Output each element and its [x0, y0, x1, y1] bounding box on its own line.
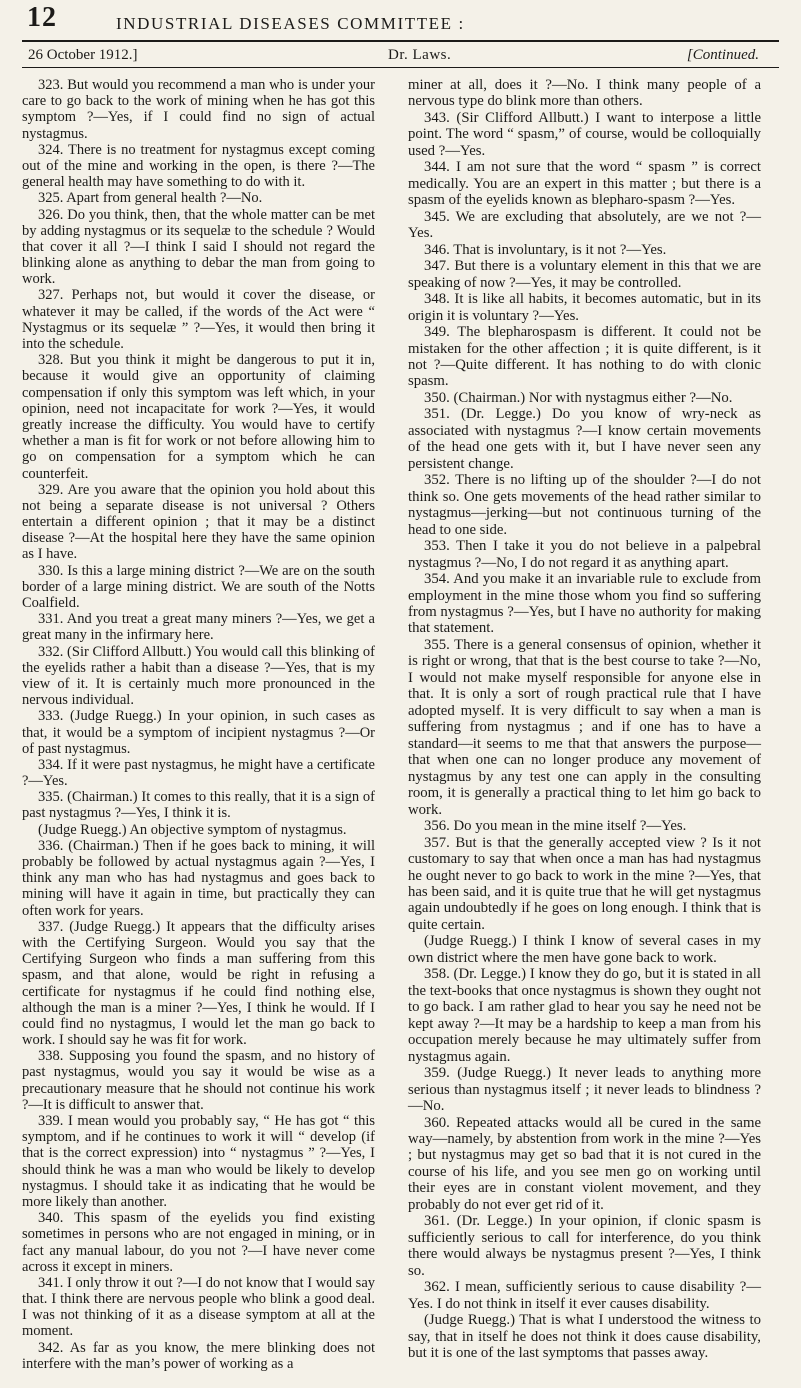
evidence-paragraph: 339. I mean would you probably say, “ He has got “ this symptom, and if he continues to work it will “ develop (if that is the correct expression) into “ nystagmus ” ?—Yes, I should think he was a man who would be likely to develop nystagmus. I should take it as indicating that he would be more likely than another. [22, 1113, 375, 1210]
evidence-paragraph: 358. (Dr. Legge.) I know they do go, but it is stated in all the text-books that once nystagmus is shown they ought not to go back. I am rather glad to hear you say he need not be kept away ?—It may be a hardship to keep a man from his occupation merely because he may ultimately suffer from nystagmus again. [408, 966, 761, 1065]
evidence-paragraph: miner at all, does it ?—No. I think many people of a nervous type do blink more than others. [408, 77, 761, 110]
evidence-paragraph: 332. (Sir Clifford Allbutt.) You would call this blinking of the eyelids rather a habit than a disease ?—Yes, that is my view of it. It is certainly much more pronounced in the nervous individual. [22, 643, 375, 709]
witness-name: Dr. Laws. [388, 47, 452, 63]
subheader [22, 44, 779, 66]
evidence-paragraph: 325. Apart from general health ?—No. [38, 190, 263, 207]
evidence-paragraph: 323. But would you recommend a man who is under your care to go back to the work of mining when he has got this symptom ?—Yes, if I could find no sign of actual nystagmus. [22, 77, 375, 142]
page-number: 12 [27, 2, 57, 33]
evidence-paragraph: 343. (Sir Clifford Allbutt.) I want to interpose a little point. The word “ spasm,” of course, would be colloquially used ?—Yes. [408, 109, 761, 159]
evidence-paragraph: 362. I mean, sufficiently serious to cause disability ?—Yes. I do not think in itself it ever causes disability. [408, 1279, 761, 1312]
evidence-paragraph: 338. Supposing you found the spasm, and no history of past nystagmus, would you say it would be wise as a precautionary measure that he should not continue his work ?—It is difficult to answer that. [22, 1048, 375, 1113]
evidence-paragraph: 329. Are you aware that the opinion you hold about this not being a separate disease is not universal ? Others entertain a different opinion ; that it may be a distinct disease ?—At the hospital here they have the same opinion as I have. [22, 481, 375, 563]
evidence-paragraph: 360. Repeated attacks would all be cured in the same way—namely, by abstention from work in the mine ?—Yes ; but nystagmus may get so bad that it is not cured in the course of his life, and you see men go on working until their eyes are in constant violent movement, and they probably do not ever get rid of it. [408, 1114, 761, 1213]
evidence-paragraph: 330. Is this a large mining district ?—We are on the south border of a large mining district. We are south of the Notts Coalfield. [22, 562, 375, 611]
evidence-paragraph: 341. I only throw it out ?—I do not know that I would say that. I think there are nervous people who blink a good deal. I was not thinking of it as a disease symptom at all at the moment. [22, 1274, 375, 1340]
evidence-paragraph: 344. I am not sure that the word “ spasm ” is correct medically. You are an expert in this matter ; but there is a spasm of the eyelids known as blepharo-spasm ?—Yes. [408, 159, 761, 209]
evidence-paragraph: 348. It is like all habits, it becomes automatic, but in its origin it is voluntary ?—Yes. [408, 291, 761, 324]
evidence-paragraph: (Judge Ruegg.) I think I know of several cases in my own district where the men have gone back to work. [408, 933, 761, 966]
evidence-paragraph: 324. There is no treatment for nystagmus except coming out of the mine and working in the open, is there ?—The general health may have something to do with it. [22, 141, 375, 191]
evidence-paragraph: 359. (Judge Ruegg.) It never leads to anything more serious than nystagmus itself ; it never leads to blindness ?—No. [408, 1065, 761, 1115]
evidence-paragraph: 336. (Chairman.) Then if he goes back to mining, it will probably be followed by actual nystagmus again ?—Yes, I think any man who has had nystagmus and goes back to mining will have it again in time, but practically they can often work for years. [22, 837, 375, 919]
evidence-paragraph: 347. But there is a voluntary element in this that we are speaking of now ?—Yes, it may be controlled. [408, 258, 761, 291]
evidence-paragraph: 331. And you treat a great many miners ?—Yes, we get a great many in the infirmary here. [22, 611, 375, 644]
header-rule [22, 40, 779, 42]
evidence-paragraph: 333. (Judge Ruegg.) In your opinion, in such cases as that, it would be a symptom of incipient nystagmus ?—Or of past nystagmus. [22, 708, 375, 757]
continued-label: [Continued. [686, 47, 759, 63]
evidence-paragraph: 356. Do you mean in the mine itself ?—Yes. [424, 818, 687, 835]
evidence-paragraph: 326. Do you think, then, that the whole matter can be met by adding nystagmus or its sequelæ to the schedule ? Would that cover it all ?—I think I said I should not regard the blinking alone as anything to debar the man from going to work. [22, 206, 375, 288]
right-column [408, 77, 761, 1362]
hearing-date: 26 October 1912.] [28, 47, 138, 63]
evidence-paragraph: 352. There is no lifting up of the shoulder ?—I do not think so. One gets movements of the head rather similar to nystagmus—jerking—but not continuous turning of the head to one side. [408, 472, 761, 538]
evidence-paragraph: 353. Then I take it you do not believe in a palpebral nystagmus ?—No, I do not regard it as anything apart. [408, 538, 761, 571]
evidence-paragraph: 340. This spasm of the eyelids you find existing sometimes in persons who are not engaged in mining, or in fact any manual labour, do you not ?—I have never come across it except in miners. [22, 1210, 375, 1275]
evidence-paragraph: 354. And you make it an invariable rule to exclude from employment in the mine those whom you find so suffering from nystagmus ?—Yes, but I have no authority for making that statement. [408, 571, 761, 637]
evidence-paragraph: 361. (Dr. Legge.) In your opinion, if clonic spasm is sufficiently serious to call for interference, do you think there would always be nystagmus present ?—Yes, I think so. [408, 1213, 761, 1279]
left-column [22, 77, 375, 1372]
evidence-paragraph: 334. If it were past nystagmus, he might have a certificate ?—Yes. [22, 756, 375, 790]
evidence-paragraph: 327. Perhaps not, but would it cover the disease, or whatever it may be called, if the words of the Act were “ Nystagmus or its sequelæ ” ?—Yes, it would then bring it into the schedule. [22, 287, 375, 352]
evidence-paragraph: 349. The blepharospasm is different. It could not be mistaken for the other affection ; it is quite different, is it not ?—Quite different. It has nothing to do with clonic spasm. [408, 324, 761, 390]
evidence-paragraph: (Judge Ruegg.) That is what I understood the witness to say, that in itself he does not think it does cause disability, but it is one of the last symptoms that passes away. [408, 1312, 761, 1362]
evidence-paragraph: (Judge Ruegg.) An objective symptom of nystagmus. [38, 821, 347, 838]
evidence-paragraph: 342. As far as you know, the mere blinking does not interfere with the man’s power of working as a [22, 1339, 375, 1372]
evidence-paragraph: 337. (Judge Ruegg.) It appears that the difficulty arises with the Certifying Surgeon. Would you say that the Certifying Surgeon who finds a man suffering from this spasm, and that alone, would be right in refusing a certificate for nystagmus if he could find nothing else, although the man is a miner ?—Yes, I think he would. If I could find no nystagmus, I would let the man go back to work. I should say he was fit for work. [22, 918, 375, 1049]
evidence-paragraph: 345. We are excluding that absolutely, are we not ?—Yes. [408, 208, 761, 242]
evidence-paragraph: 351. (Dr. Legge.) Do you know of wry-neck as associated with nystagmus ?—I know certain movements of the head one gets with it, but I have never seen any persistent change. [408, 406, 761, 472]
evidence-paragraph: 335. (Chairman.) It comes to this really, that it is a sign of past nystagmus ?—Yes, I think it is. [22, 789, 375, 822]
evidence-paragraph: 355. There is a general consensus of opinion, whether it is right or wrong, that that is the best course to take ?—No, I would not make myself responsible for anyone else in that. It is only a sort of rough practical rule that I have adopted myself. It is very difficult to say when a man is suffering from nystagmus ; and if one has to have a standard—it seems to me that that answers the purpose—that when one can no longer produce any movement of nystagmus by any test one can apply in the consulting room, it is generally a practical thing to let him go back to work. [408, 636, 761, 818]
evidence-paragraph: 350. (Chairman.) Nor with nystagmus either ?—No. [424, 389, 733, 406]
evidence-paragraph: 328. But you think it might be dangerous to put it in, because it would give an opportunity of claiming compensation if only this symptom was left which, in your opinion, need not incapacitate for work ?—Yes, it would greatly increase the difficulty. You would have to certify whether a man is fit for work or not before allowing him to go on compensation for a symptom which he can counterfeit. [22, 352, 375, 482]
subheader-rule [22, 67, 779, 68]
evidence-paragraph: 346. That is involuntary, is it not ?—Yes. [424, 241, 667, 258]
evidence-paragraph: 357. But is that the generally accepted view ? Is it not customary to say that when once a man has had nystagmus he ought never to go back to work in the mine ?—Yes, that has been said, and it is quite true that he will get nystagmus again undoubtedly if he goes on long enough. I think that is quite certain. [408, 834, 761, 933]
running-title: INDUSTRIAL DISEASES COMMITTEE : [116, 14, 465, 33]
